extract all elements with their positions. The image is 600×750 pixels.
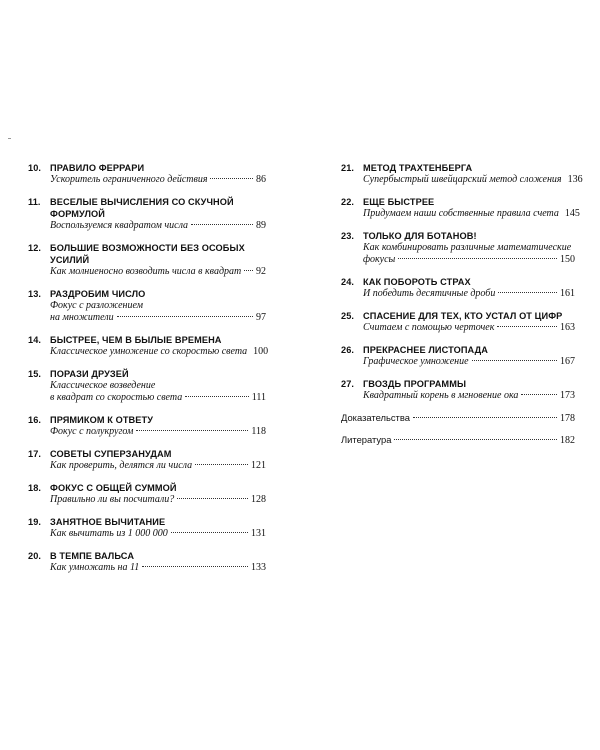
subtitle-line xyxy=(50,392,266,404)
toc-entry[interactable] xyxy=(28,482,266,506)
subtitle-text: Воспользуемся квадратом числа xyxy=(50,220,189,231)
chapter-title: МЕТОД ТРАХТЕНБЕРГА xyxy=(363,163,473,173)
chapter-title: ПОРАЗИ ДРУЗЕЙ xyxy=(50,369,129,379)
toc-right-column xyxy=(341,162,583,456)
toc-extras xyxy=(341,412,575,447)
leader-dots xyxy=(185,396,249,397)
leader-dots xyxy=(142,566,248,567)
leader-dots xyxy=(177,498,248,499)
subtitle-line xyxy=(50,312,266,324)
leader-dots xyxy=(497,326,557,327)
toc-page-number: 86 xyxy=(256,174,266,185)
toc-page-number: 97 xyxy=(256,312,266,323)
toc-chapter-heading xyxy=(341,310,575,322)
leader-dots xyxy=(191,224,253,225)
subtitle-line xyxy=(363,288,575,300)
chapter-subtitle xyxy=(50,380,266,404)
toc-page-number: 173 xyxy=(560,390,575,401)
toc-chapter-heading xyxy=(28,482,266,494)
chapter-title: ЕЩЕ БЫСТРЕЕ xyxy=(363,197,435,207)
chapter-number: 22. xyxy=(341,197,355,207)
toc-page-number: 118 xyxy=(251,426,266,437)
subtitle-line xyxy=(50,528,266,540)
chapter-subtitle xyxy=(363,322,575,334)
subtitle-text: Классическое возведение xyxy=(50,380,156,391)
subtitle-text: Как комбинировать различные математические xyxy=(363,242,572,253)
subtitle-line xyxy=(363,254,575,266)
subtitle-line xyxy=(363,356,575,368)
toc-page-number: 178 xyxy=(560,413,575,424)
toc-page-number: 128 xyxy=(251,494,266,505)
toc-entry[interactable] xyxy=(28,368,266,404)
subtitle-line xyxy=(363,390,575,402)
chapter-number: 24. xyxy=(341,277,355,287)
toc-extra-label: Доказательства xyxy=(341,412,410,423)
toc-page-number: 131 xyxy=(251,528,266,539)
subtitle-line xyxy=(50,174,266,186)
chapter-title: СОВЕТЫ СУПЕРЗАНУДАМ xyxy=(50,449,172,459)
toc-entry[interactable] xyxy=(28,550,266,574)
chapter-title: ПРЕКРАСНЕЕ ЛИСТОПАДА xyxy=(363,345,489,355)
toc-page-number: 167 xyxy=(560,356,575,367)
leader-dots xyxy=(171,532,248,533)
chapter-subtitle xyxy=(50,528,266,540)
chapter-number: 26. xyxy=(341,345,355,355)
subtitle-text: И победить десятичные дроби xyxy=(363,288,496,299)
chapter-subtitle xyxy=(50,562,266,574)
toc-page-number: 161 xyxy=(560,288,575,299)
chapter-number: 25. xyxy=(341,311,355,321)
toc-page-number: 145 xyxy=(564,208,580,219)
chapter-title: ТОЛЬКО ДЛЯ БОТАНОВ! xyxy=(363,231,477,241)
chapter-title: РАЗДРОБИМ ЧИСЛО xyxy=(50,289,146,299)
subtitle-text: Как молниеносно возводить числа в квадрат xyxy=(50,266,242,277)
chapter-number: 16. xyxy=(28,415,42,425)
toc-page-number: 133 xyxy=(251,562,266,573)
chapter-title: ПРЯМИКОМ К ОТВЕТУ xyxy=(50,415,154,425)
toc-entry[interactable] xyxy=(28,288,266,324)
toc-chapter-heading xyxy=(28,242,266,266)
chapter-number: 20. xyxy=(28,551,42,561)
chapter-number: 10. xyxy=(28,163,42,173)
toc-chapter-heading xyxy=(28,288,266,300)
toc-page-number: 136 xyxy=(567,174,583,185)
chapter-number: 23. xyxy=(341,231,355,241)
subtitle-text: Фокус с разложением xyxy=(50,300,144,311)
subtitle-line xyxy=(50,426,266,438)
chapter-subtitle xyxy=(363,208,580,220)
chapter-number: 15. xyxy=(28,369,42,379)
subtitle-text: Как вычитать из 1 000 000 xyxy=(50,528,168,539)
toc-entry[interactable] xyxy=(341,276,575,300)
chapter-title: ПРАВИЛО ФЕРРАРИ xyxy=(50,163,145,173)
leader-dots xyxy=(521,394,557,395)
toc-entry[interactable] xyxy=(28,448,266,472)
toc-entry[interactable] xyxy=(28,162,266,186)
toc-extra-label: Литература xyxy=(341,434,392,445)
toc-page-number: 182 xyxy=(560,435,575,446)
chapter-number: 19. xyxy=(28,517,42,527)
subtitle-line xyxy=(50,300,266,312)
leader-dots xyxy=(398,258,557,259)
chapter-number: 11. xyxy=(28,197,41,207)
leader-dots xyxy=(394,439,557,440)
toc-entry[interactable] xyxy=(28,334,269,358)
subtitle-text: Супербыстрый швейцарский метод сложения xyxy=(363,174,562,185)
toc-page-number: 89 xyxy=(256,220,266,231)
subtitle-line xyxy=(50,220,266,232)
subtitle-text: Фокус с полукругом xyxy=(50,426,134,437)
subtitle-text: Придумаем наши собственные правила счета xyxy=(363,208,559,219)
subtitle-line xyxy=(50,494,266,506)
page-mark xyxy=(8,138,11,139)
toc-entry[interactable] xyxy=(28,414,266,438)
subtitle-text: Как проверить, делятся ли числа xyxy=(50,460,193,471)
toc-page-number: 121 xyxy=(251,460,266,471)
chapter-subtitle xyxy=(50,426,266,438)
chapter-subtitle xyxy=(50,220,266,232)
toc-chapter-heading xyxy=(28,162,266,174)
chapter-subtitle xyxy=(363,288,575,300)
toc-left-column xyxy=(28,162,269,584)
subtitle-line xyxy=(50,562,266,574)
leader-dots xyxy=(472,360,557,361)
toc-chapter-heading xyxy=(341,230,575,242)
toc-chapter-heading xyxy=(28,550,266,562)
subtitle-line xyxy=(363,174,583,186)
toc-chapter-heading xyxy=(28,368,266,380)
subtitle-line xyxy=(50,460,266,472)
chapter-title: БЫСТРЕЕ, ЧЕМ В БЫЛЫЕ ВРЕМЕНА xyxy=(50,335,222,345)
subtitle-text: Считаем с помощью черточек xyxy=(363,322,495,333)
subtitle-line xyxy=(50,380,266,392)
leader-dots xyxy=(413,417,557,418)
toc-page-number: 100 xyxy=(253,346,269,357)
chapter-title: ЗАНЯТНОЕ ВЫЧИТАНИЕ xyxy=(50,517,166,527)
leader-dots xyxy=(117,316,253,317)
subtitle-text: Ускоритель ограниченного действия xyxy=(50,174,208,185)
leader-dots xyxy=(195,464,248,465)
chapter-title: ГВОЗДЬ ПРОГРАММЫ xyxy=(363,379,467,389)
toc-chapter-heading xyxy=(28,414,266,426)
toc-entry[interactable] xyxy=(28,196,266,232)
toc-entry[interactable] xyxy=(341,230,575,266)
chapter-subtitle xyxy=(50,266,266,278)
chapter-number: 27. xyxy=(341,379,355,389)
toc-chapter-heading xyxy=(341,196,575,208)
chapter-subtitle xyxy=(50,460,266,472)
toc-chapter-heading xyxy=(28,334,266,346)
chapter-number: 14. xyxy=(28,335,42,345)
chapter-title: СПАСЕНИЕ ДЛЯ ТЕХ, КТО УСТАЛ ОТ ЦИФР xyxy=(363,311,563,321)
toc-page-number: 150 xyxy=(560,254,575,265)
toc-chapter-heading xyxy=(28,516,266,528)
subtitle-text: Правильно ли вы посчитали? xyxy=(50,494,175,505)
subtitle-line xyxy=(363,242,575,254)
subtitle-text: на множители xyxy=(50,312,114,323)
subtitle-line xyxy=(363,322,575,334)
toc-chapter-heading xyxy=(28,448,266,460)
toc-right-entries xyxy=(341,162,583,402)
toc-extra-literature[interactable] xyxy=(341,434,575,447)
toc-chapter-heading xyxy=(341,344,575,356)
toc-entry[interactable] xyxy=(341,310,575,334)
chapter-title: ФОКУС С ОБЩЕЙ СУММОЙ xyxy=(50,483,177,493)
subtitle-text: фокусы xyxy=(363,254,396,265)
toc-entry[interactable] xyxy=(341,344,575,368)
toc-chapter-heading xyxy=(28,196,266,220)
chapter-subtitle xyxy=(50,346,269,358)
toc-entry[interactable] xyxy=(28,516,266,540)
chapter-title: В ТЕМПЕ ВАЛЬСА xyxy=(50,551,135,561)
chapter-title: КАК ПОБОРОТЬ СТРАХ xyxy=(363,277,471,287)
chapter-subtitle xyxy=(363,390,575,402)
toc-chapter-heading xyxy=(341,276,575,288)
toc-page-number: 92 xyxy=(256,266,266,277)
chapter-subtitle xyxy=(363,242,575,266)
toc-page-number: 163 xyxy=(560,322,575,333)
subtitle-text: Как умножать на 11 xyxy=(50,562,140,573)
subtitle-text: Квадратный корень в мгновение ока xyxy=(363,390,519,401)
toc-entry[interactable] xyxy=(341,196,580,220)
chapter-title: БОЛЬШИЕ ВОЗМОЖНОСТИ БЕЗ ОСОБЫХ УСИЛИЙ xyxy=(50,243,245,265)
subtitle-line xyxy=(363,208,580,220)
leader-dots xyxy=(498,292,557,293)
chapter-subtitle xyxy=(50,300,266,324)
toc-page-number: 111 xyxy=(251,392,266,403)
subtitle-line xyxy=(50,266,266,278)
leader-dots xyxy=(136,430,248,431)
toc-chapter-heading xyxy=(341,378,575,390)
chapter-subtitle xyxy=(363,356,575,368)
subtitle-line xyxy=(50,346,269,358)
toc-entry[interactable] xyxy=(341,162,583,186)
chapter-subtitle xyxy=(50,174,266,186)
chapter-subtitle xyxy=(50,494,266,506)
chapter-title: ВЕСЕЛЫЕ ВЫЧИСЛЕНИЯ СО СКУЧНОЙ ФОРМУЛОЙ xyxy=(50,197,234,219)
chapter-number: 18. xyxy=(28,483,42,493)
toc-entry[interactable] xyxy=(341,378,575,402)
chapter-subtitle xyxy=(363,174,583,186)
toc-entry[interactable] xyxy=(28,242,266,278)
subtitle-text: в квадрат со скоростью света xyxy=(50,392,183,403)
chapter-number: 17. xyxy=(28,449,42,459)
subtitle-text: Графическое умножение xyxy=(363,356,469,367)
subtitle-text: Классическое умножение со скоростью света xyxy=(50,346,248,357)
toc-extra-proofs[interactable] xyxy=(341,412,575,425)
leader-dots xyxy=(210,178,253,179)
leader-dots xyxy=(244,270,253,271)
chapter-number: 12. xyxy=(28,243,42,253)
toc-chapter-heading xyxy=(341,162,575,174)
chapter-number: 13. xyxy=(28,289,42,299)
chapter-number: 21. xyxy=(341,163,355,173)
